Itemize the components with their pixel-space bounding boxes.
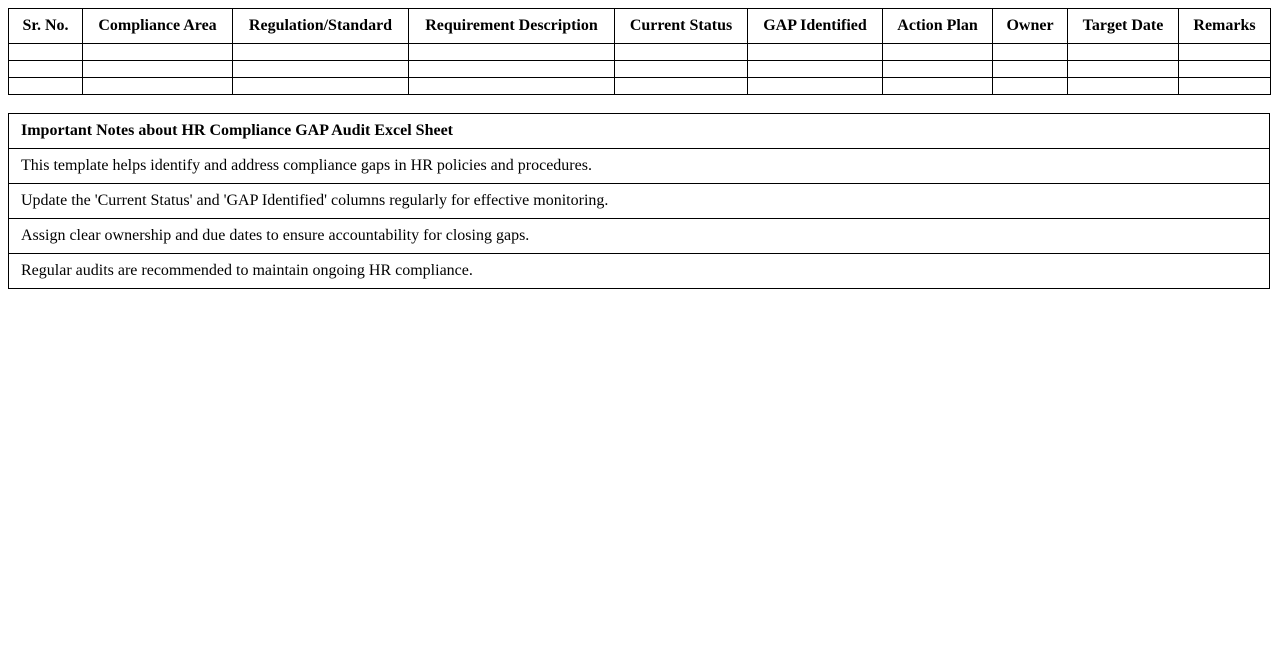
note-item: This template helps identify and address compliance gaps in HR policies and procedures. bbox=[9, 149, 1270, 184]
table-cell[interactable] bbox=[83, 78, 233, 95]
notes-heading-row bbox=[9, 114, 1270, 149]
table-cell[interactable] bbox=[233, 78, 409, 95]
table-cell[interactable] bbox=[1068, 61, 1179, 78]
column-header-gap-identified: GAP Identified bbox=[748, 9, 883, 44]
note-row bbox=[9, 184, 1270, 219]
table-cell[interactable] bbox=[1179, 78, 1271, 95]
column-header-requirement-description: Requirement Description bbox=[409, 9, 615, 44]
table-cell[interactable] bbox=[409, 61, 615, 78]
column-header-sr-no: Sr. No. bbox=[9, 9, 83, 44]
table-cell[interactable] bbox=[883, 44, 993, 61]
table-cell[interactable] bbox=[883, 61, 993, 78]
note-row bbox=[9, 149, 1270, 184]
column-header-regulation-standard: Regulation/Standard bbox=[233, 9, 409, 44]
table-cell[interactable] bbox=[615, 78, 748, 95]
table-cell[interactable] bbox=[1179, 61, 1271, 78]
notes-heading: Important Notes about HR Compliance GAP Audit Excel Sheet bbox=[9, 114, 1270, 149]
table-cell[interactable] bbox=[9, 78, 83, 95]
column-header-owner: Owner bbox=[993, 9, 1068, 44]
table-cell[interactable] bbox=[615, 61, 748, 78]
important-notes-table bbox=[8, 113, 1270, 289]
table-cell[interactable] bbox=[1179, 44, 1271, 61]
column-header-remarks: Remarks bbox=[1179, 9, 1271, 44]
table-cell[interactable] bbox=[9, 61, 83, 78]
table-cell[interactable] bbox=[233, 44, 409, 61]
table-cell[interactable] bbox=[993, 44, 1068, 61]
table-cell[interactable] bbox=[409, 44, 615, 61]
table-cell[interactable] bbox=[883, 78, 993, 95]
table-cell[interactable] bbox=[993, 78, 1068, 95]
note-item: Assign clear ownership and due dates to ensure accountability for closing gaps. bbox=[9, 219, 1270, 254]
table-cell[interactable] bbox=[615, 44, 748, 61]
table-header-row bbox=[9, 9, 1271, 44]
table-cell[interactable] bbox=[233, 61, 409, 78]
column-header-action-plan: Action Plan bbox=[883, 9, 993, 44]
table-cell[interactable] bbox=[1068, 44, 1179, 61]
table-cell[interactable] bbox=[83, 61, 233, 78]
table-row bbox=[9, 44, 1271, 61]
table-row bbox=[9, 61, 1271, 78]
table-cell[interactable] bbox=[409, 78, 615, 95]
table-cell[interactable] bbox=[83, 44, 233, 61]
note-row bbox=[9, 219, 1270, 254]
table-cell[interactable] bbox=[748, 61, 883, 78]
table-cell[interactable] bbox=[748, 78, 883, 95]
table-cell[interactable] bbox=[1068, 78, 1179, 95]
table-cell[interactable] bbox=[9, 44, 83, 61]
column-header-target-date: Target Date bbox=[1068, 9, 1179, 44]
note-item: Regular audits are recommended to maintain ongoing HR compliance. bbox=[9, 254, 1270, 289]
column-header-current-status: Current Status bbox=[615, 9, 748, 44]
table-cell[interactable] bbox=[993, 61, 1068, 78]
table-row bbox=[9, 78, 1271, 95]
note-item: Update the 'Current Status' and 'GAP Identified' columns regularly for effective monitoring. bbox=[9, 184, 1270, 219]
column-header-compliance-area: Compliance Area bbox=[83, 9, 233, 44]
compliance-gap-table bbox=[8, 8, 1271, 95]
table-cell[interactable] bbox=[748, 44, 883, 61]
note-row bbox=[9, 254, 1270, 289]
